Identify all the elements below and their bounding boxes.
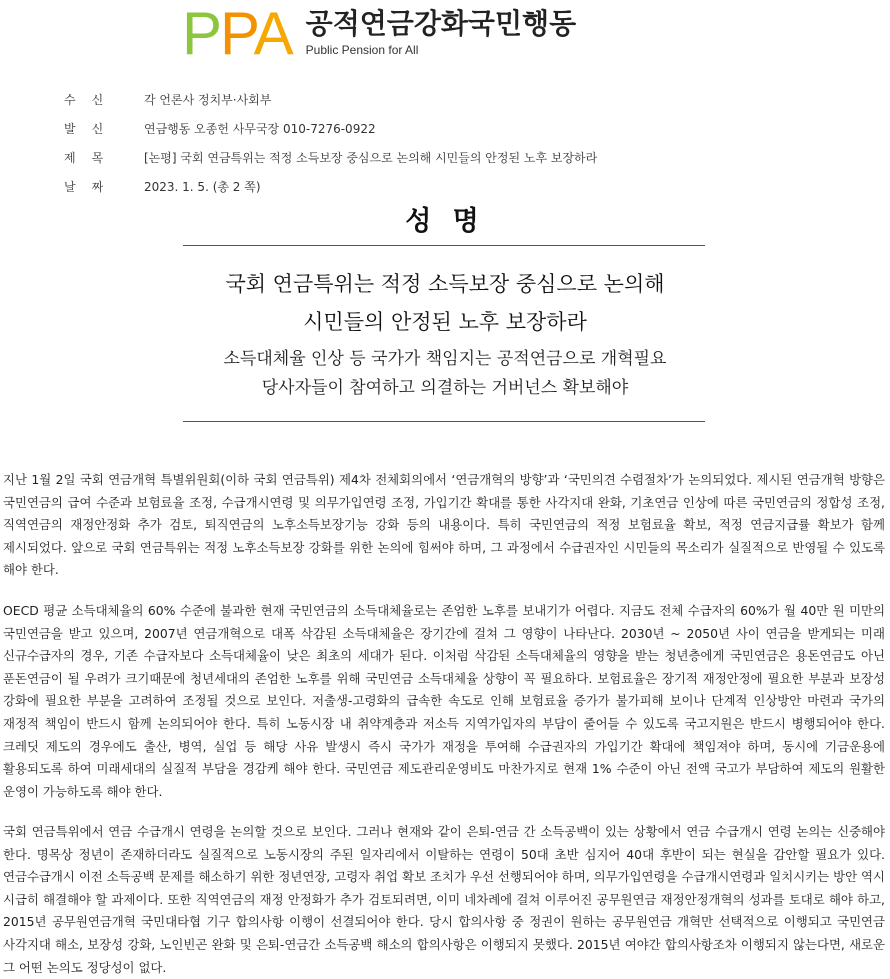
- subheadline-line-1: 소득대체율 인상 등 국가가 책임지는 공적연금으로 개혁필요: [223, 349, 667, 369]
- document-metadata: [64, 85, 597, 201]
- meta-value: 연금행동 오종헌 사무국장 010-7276-0922: [144, 122, 376, 136]
- headline-line-2: 시민들의 안정된 노후 보장하라: [303, 310, 587, 334]
- meta-row-sender: [64, 114, 597, 143]
- ppa-logo-mark: [182, 0, 292, 67]
- meta-label: 발신: [64, 122, 120, 136]
- body-paragraph-1: 지난 1월 2일 국회 연금개혁 특별위원회(이하 국회 연금특위) 제4차 전체회의에서 ‘연금개혁의 방향’과 ‘국민의견 수렴절차’가 논의되었다. 제시된 연금개혁 방향은 국민연금의 급여 수준과 보험료율 조정, 수급개시연령 및 의무가입연령 조정, 가입기간 확대를 통한 사각지대 완화, 기초연금 인상에 따른 국민연금의 정합성 조정, 직역연금의 재정안정화 추가 검토, 퇴직연금의 노후소득보장기능 강화 등의 내용이다. 특히 국민연금의 적정 보험료율 확보, 적정 연금지급률 확보가 함께 제시되었다. 앞으로 국회 연금특위는 적정 노후소득보장 강화를 위한 논의에 힘써야 하며, 그 과정에서 수급권자인 시민들의 목소리가 실질적으로 반영될 수 있도록 해야 한다.: [3, 472, 885, 578]
- logo-letter-p1: P: [182, 0, 221, 67]
- meta-value: [논평] 국회 연금특위는 적정 소득보장 중심으로 논의해 시민들의 안정된 노후 보장하라: [144, 151, 598, 165]
- divider-bottom: [183, 421, 705, 422]
- meta-row-subject: [64, 143, 597, 172]
- statement-title: 성 명: [405, 206, 485, 237]
- meta-label: 날짜: [64, 180, 120, 194]
- logo: [182, 0, 577, 67]
- divider-top: [183, 245, 705, 246]
- headline-line-1: 국회 연금특위는 적정 소득보장 중심으로 논의해: [225, 272, 665, 296]
- organization-name-english: Public Pension for All: [305, 43, 419, 57]
- meta-value: 2023. 1. 5. (총 2 쪽): [144, 180, 261, 194]
- meta-label: 제목: [64, 151, 120, 165]
- meta-value: 각 언론사 정치부·사회부: [144, 93, 272, 107]
- body-paragraph-2: OECD 평균 소득대체율의 60% 수준에 불과한 현재 국민연금의 소득대체율로는 존엄한 노후를 보내기가 어렵다. 지금도 전체 수급자의 60%가 월 40만 원 미만의 국민연금을 받고 있으며, 2007년 연금개혁으로 대폭 삭감된 소득대체율은 장기간에 걸쳐 그 영향이 나타난다. 2030년 ~ 2050년 사이 연금을 받게되는 미래 신규수급자의 경우, 기존 수급자보다 소득대체율이 낮은 최초의 세대가 된다. 이처럼 삭감된 소득대체율의 영향을 받는 청년층에게 국민연금은 용돈연금도 아닌 푼돈연금이 될 우려가 크기때문에 청년세대의 존엄한 노후를 위해 국민연금 소득대체율 상향이 꼭 필요하다. 보험료율은 장기적 재정안정에 필요한 부분과 보장성 강화에 필요한 부분을 고려하여 조정될 것으로 보인다. 저출생-고령화의 급속한 속도로 인해 보험료율 증가가 불가피해 보이나 단계적 인상방안 마련과 국가의 재정적 책임이 반드시 함께 논의되어야 한다. 특히 노동시장 내 취약계층과 저소득 지역가입자의 부담이 줄어들 수 있도록 국고지원은 반드시 병행되어야 한다. 크레딧 제도의 경우에도 출산, 병역, 실업 등 해당 사유 발생시 즉시 국가가 재정을 투여해 수급권자의 가입기간 확대에 책임져야 하며, 동시에 기금운용에 활용되도록 하여 미래세대의 실질적 부담을 경감케 해야 한다. 국민연금 제도관리운영비도 마찬가지로 현재 1% 수준이 아닌 전액 국고가 부담하여 제도의 원활한 운영이 가능하도록 해야 한다.: [3, 603, 885, 799]
- logo-text: [306, 8, 576, 58]
- meta-label: 수신: [64, 93, 120, 107]
- organization-name-korean: 공적연금강화국민행동: [305, 7, 577, 40]
- meta-row-recipient: [64, 85, 597, 114]
- logo-letter-p2: P: [220, 0, 254, 67]
- logo-letter-a: A: [253, 0, 292, 67]
- body-paragraph-3: 국회 연금특위에서 연금 수급개시 연령을 논의할 것으로 보인다. 그러나 현재와 같이 은퇴-연금 간 소득공백이 있는 상황에서 연금 수급개시 연령 논의는 신중해야 한다. 명목상 정년이 존재하더라도 실질적으로 노동시장의 주된 일자리에서 이탈하는 연령이 50대 초반 심지어 40대 후반이 되는 현실을 감안할 필요가 있다. 연금수급개시 이전 소득공백 문제를 해소하기 위한 정년연장, 고령자 취업 확보 조치가 우선 선행되어야 하며, 의무가입연령을 수급개시연령과 일치시키는 방안 역시 시급히 해결해야 할 과제이다. 또한 직역연금의 재정 안정화가 추가 검토되려면, 이미 네차례에 걸쳐 이루어진 공무원연금 재정안정개혁의 성과를 토대로 해야 하고, 2015년 공무원연금개혁 국민대타협 기구 합의사항 이행이 선결되어야 한다. 당시 합의사항 중 정권이 원하는 공무원연금 개혁만 선택적으로 이행되고 국민연금 사각지대 해소, 보장성 강화, 노인빈곤 완화 및 은퇴-연금간 소득공백 해소의 합의사항은 이행되지 못했다. 2015년 여야간 합의사항조차 이행되지 않는다면, 새로운 그 어떤 논의도 정당성이 없다.: [3, 824, 885, 975]
- meta-row-date: [64, 172, 597, 201]
- subheadline-line-2: 당사자들이 참여하고 의결하는 거버넌스 확보해야: [261, 378, 629, 398]
